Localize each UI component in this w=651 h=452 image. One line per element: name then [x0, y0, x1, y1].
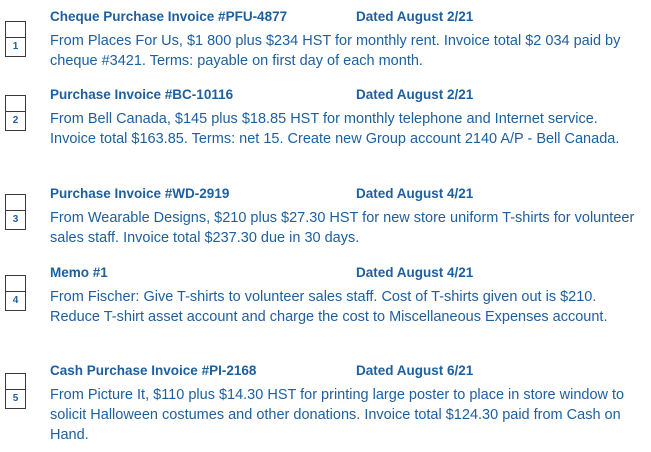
transaction-title: Purchase Invoice #WD-2919	[50, 186, 230, 201]
transaction-date: Dated August 6/21	[356, 363, 474, 378]
transaction-title: Cash Purchase Invoice #PI-2168	[50, 363, 257, 378]
transaction-title: Purchase Invoice #BC-10116	[50, 87, 234, 102]
transaction-description: From Places For Us, $1 800 plus $234 HST for monthly rent. Invoice total $2 034 paid by cheque #3421. Terms: payable on first day of each month.	[50, 33, 621, 69]
transaction-number: 4	[12, 295, 19, 306]
box-divider	[6, 389, 25, 390]
transaction-date: Dated August 4/21	[356, 186, 474, 201]
transaction-date: Dated August 2/21	[356, 87, 474, 102]
transaction-date: Dated August 2/21	[356, 9, 474, 24]
transaction-description: From Bell Canada, $145 plus $18.85 HST for monthly telephone and Internet service. Invoice total $163.85. Terms: net 15. Create new Group account 2140 A/P - Bell Canada.	[50, 111, 620, 147]
transaction-checkbox[interactable]	[5, 194, 26, 230]
transaction-description: From Fischer: Give T-shirts to volunteer sales staff. Cost of T-shirts given out is $210. Reduce T-shirt asset account and charge the cost to Miscellaneous Expenses account.	[50, 289, 608, 325]
transaction-date: Dated August 4/21	[356, 265, 474, 280]
transaction-description: From Wearable Designs, $210 plus $27.30 HST for new store uniform T-shirts for volunteer sales staff. Invoice total $237.30 due in 30 days.	[50, 210, 635, 246]
box-divider	[6, 37, 25, 38]
box-divider	[6, 210, 25, 211]
transaction-title: Cheque Purchase Invoice #PFU-4877	[50, 9, 288, 24]
transaction-title: Memo #1	[50, 265, 108, 280]
transaction-number: 1	[12, 41, 19, 52]
box-divider	[6, 291, 25, 292]
transaction-number: 3	[12, 214, 19, 225]
transaction-checkbox[interactable]	[5, 21, 26, 57]
transaction-number: 2	[12, 115, 19, 126]
transaction-checkbox[interactable]	[5, 275, 26, 311]
transaction-number: 5	[12, 393, 19, 404]
transaction-checkbox[interactable]	[5, 95, 26, 131]
transaction-description: From Picture It, $110 plus $14.30 HST for printing large poster to place in store window to solicit Halloween costumes and other donations. Invoice total $124.30 paid from Cash on Hand.	[50, 387, 625, 443]
transaction-checkbox[interactable]	[5, 373, 26, 409]
box-divider	[6, 111, 25, 112]
